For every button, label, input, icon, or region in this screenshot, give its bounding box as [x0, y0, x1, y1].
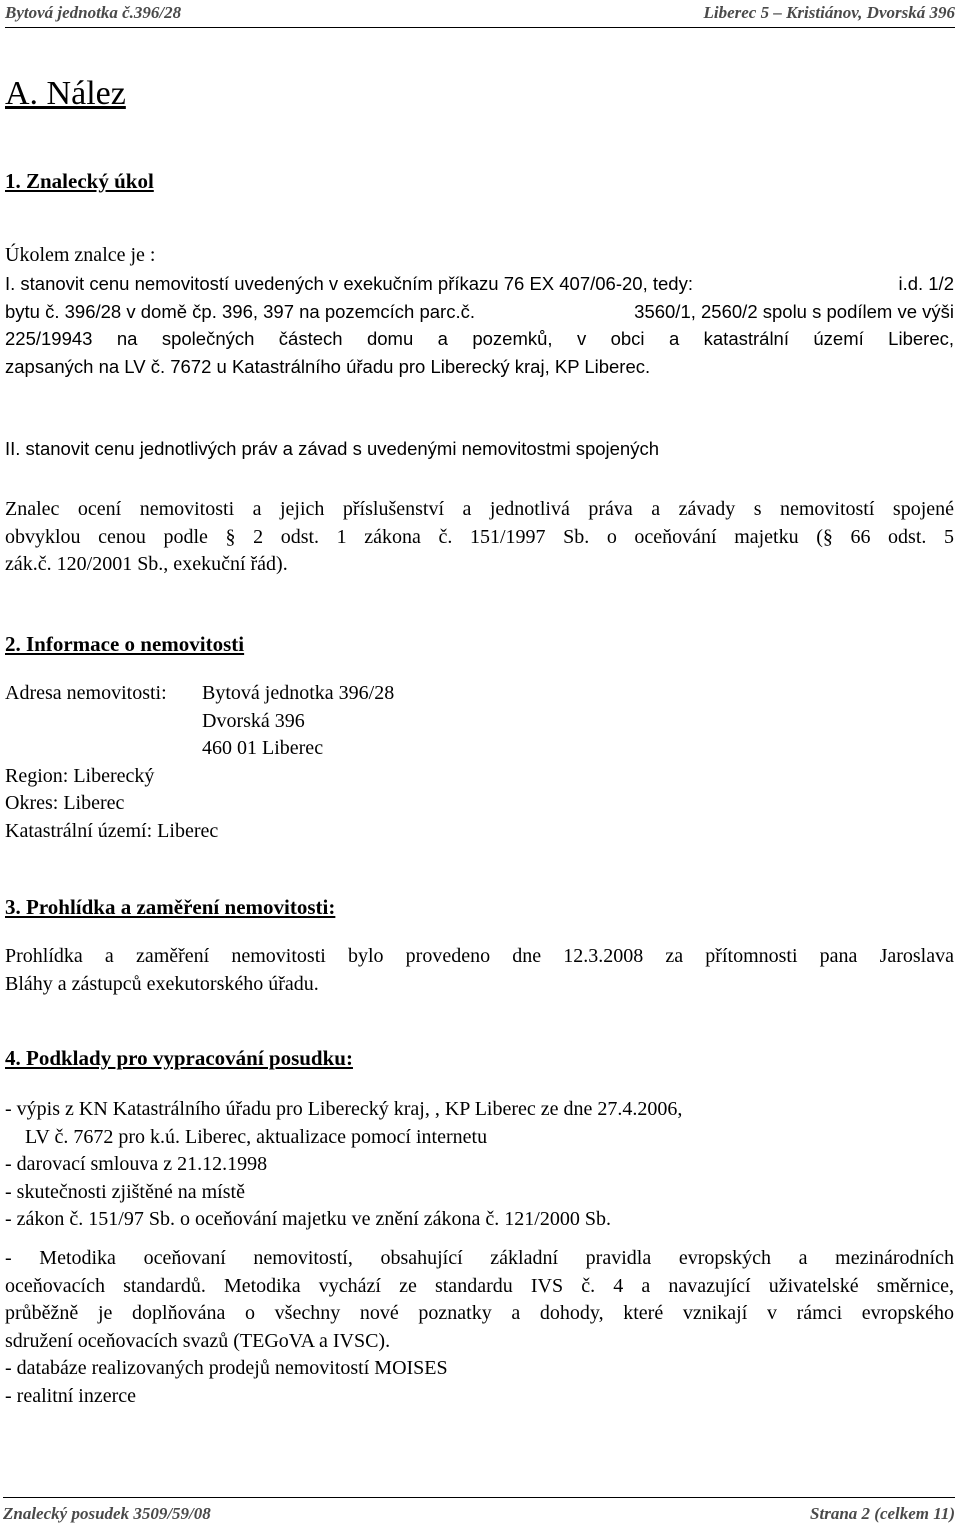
list-item: - databáze realizovaných prodejů nemovitostí MOISES: [5, 1357, 448, 1379]
task1-line-1: I. stanovit cenu nemovitostí uvedených v exekučním příkazu 76 EX 407/06-20, tedy:: [5, 273, 693, 294]
list-item: - darovací smlouva z 21.12.1998: [5, 1153, 268, 1175]
address-block: [5, 680, 954, 845]
region-line: Region: Liberecký: [5, 764, 155, 787]
list-item: LV č. 7672 pro k.ú. Liberec, aktualizace pomocí internetu: [25, 1125, 488, 1148]
address-line-3: 460 01 Liberec: [202, 737, 324, 759]
address-label: Adresa nemovitosti:: [5, 682, 167, 704]
task1-line-4: zapsaných na LV č.: [5, 355, 166, 377]
inspection-paragraph: [5, 943, 954, 998]
section3-heading: 3. Prohlídka a zaměření nemovitosti:: [5, 895, 336, 919]
task2-line: II. stanovit cenu jednotlivých práv a závad s uvedenými nemovitostmi spojených: [5, 438, 659, 459]
task1-line-2: bytu č. 396/28 v domě čp. 396, 397 na pozemcích parc.č.: [5, 300, 475, 322]
task1-line-2b: 3560/1, 2560/2 spolu s podílem ve výši: [634, 300, 954, 322]
document-title: A. Nález: [5, 75, 126, 112]
task-intro: Úkolem znalce je :: [5, 244, 156, 266]
section2-heading: 2. Informace o nemovitosti: [5, 632, 245, 656]
header-right: Liberec 5 – Kristiánov, Dvorská 396: [703, 3, 955, 22]
section1-heading: 1. Znalecký úkol: [5, 169, 154, 193]
valuation-paragraph: [5, 496, 954, 579]
inspection-line-1: Prohlídka a zaměření nemovitosti bylo provedeno dne 12.3.2008 za přítomnosti pana Jaroslava: [5, 945, 954, 967]
section4-heading: 4. Podklady pro vypracování posudku:: [5, 1046, 353, 1070]
valuation-line-2: obvyklou cenou podle § 2 odst. 1 zákona č. 151/1997 Sb. o oceňování majetku (§ 66 odst. 5: [5, 525, 954, 548]
list-item: - výpis z KN Katastrálního úřadu pro Liberecký kraj, , KP Liberec ze dne 27.4.2006,: [5, 1098, 683, 1120]
address-line-2: Dvorská 396: [202, 709, 305, 732]
footer-right: Strana 2 (celkem 11): [810, 1504, 955, 1523]
sources-list: [5, 1096, 954, 1234]
page-footer: [3, 1497, 955, 1524]
okres-line: Okres: Liberec: [5, 792, 125, 814]
task1-paragraph: [5, 270, 954, 380]
valuation-line-1: Znalec ocení nemovitosti a jejich příslušenství a jednotlivá práva a závady s nemovitostí spojené: [5, 498, 954, 520]
task1-line-1b: i.d. 1/2: [898, 273, 954, 294]
page-header: [5, 3, 955, 28]
methodology-line-2: oceňovacích standardů. Metodika vychází ze standardu IVS č. 4 a navazující uživatelské směrnice,: [5, 1274, 954, 1297]
task1-line-3: 225/19943 na společných částech domu a pozemků, v obci a katastrální území Liberec,: [5, 328, 954, 349]
list-item: - realitní inzerce: [5, 1384, 137, 1407]
list-item: - zákon č. 151/97 Sb. o oceňování majetku ve znění zákona č. 121/2000 Sb.: [5, 1208, 611, 1230]
list-item: - skutečnosti zjištěné na místě: [5, 1180, 245, 1203]
inspection-line-2: Bláhy a zástupců exekutorského úřadu.: [5, 972, 319, 995]
methodology-line-3: průběžně je doplňována o všechny nové poznatky a dohody, které vznikají v rámci evropského: [5, 1302, 954, 1324]
methodology-line-1: - Metodika oceňovaní nemovitostí, obsahující základní pravidla evropských a mezinárodních: [5, 1247, 954, 1269]
footer-left: Znalecký posudek 3509/59/08: [3, 1504, 211, 1523]
katastr-line: Katastrální území: Liberec: [5, 819, 219, 842]
valuation-line-3: zák.č. 120/2001 Sb., exekuční řád).: [5, 553, 288, 575]
methodology-line-4: sdružení oceňovacích svazů (TEGoVA a IVSC).: [5, 1329, 391, 1352]
task1-line-4b: 7672 u Katastrálního úřadu pro Liberecký kraj, KP Liberec.: [170, 355, 651, 377]
header-left: Bytová jednotka č.396/28: [5, 3, 182, 22]
methodology-paragraph: [5, 1245, 954, 1410]
address-line-1: Bytová jednotka 396/28: [202, 682, 395, 704]
